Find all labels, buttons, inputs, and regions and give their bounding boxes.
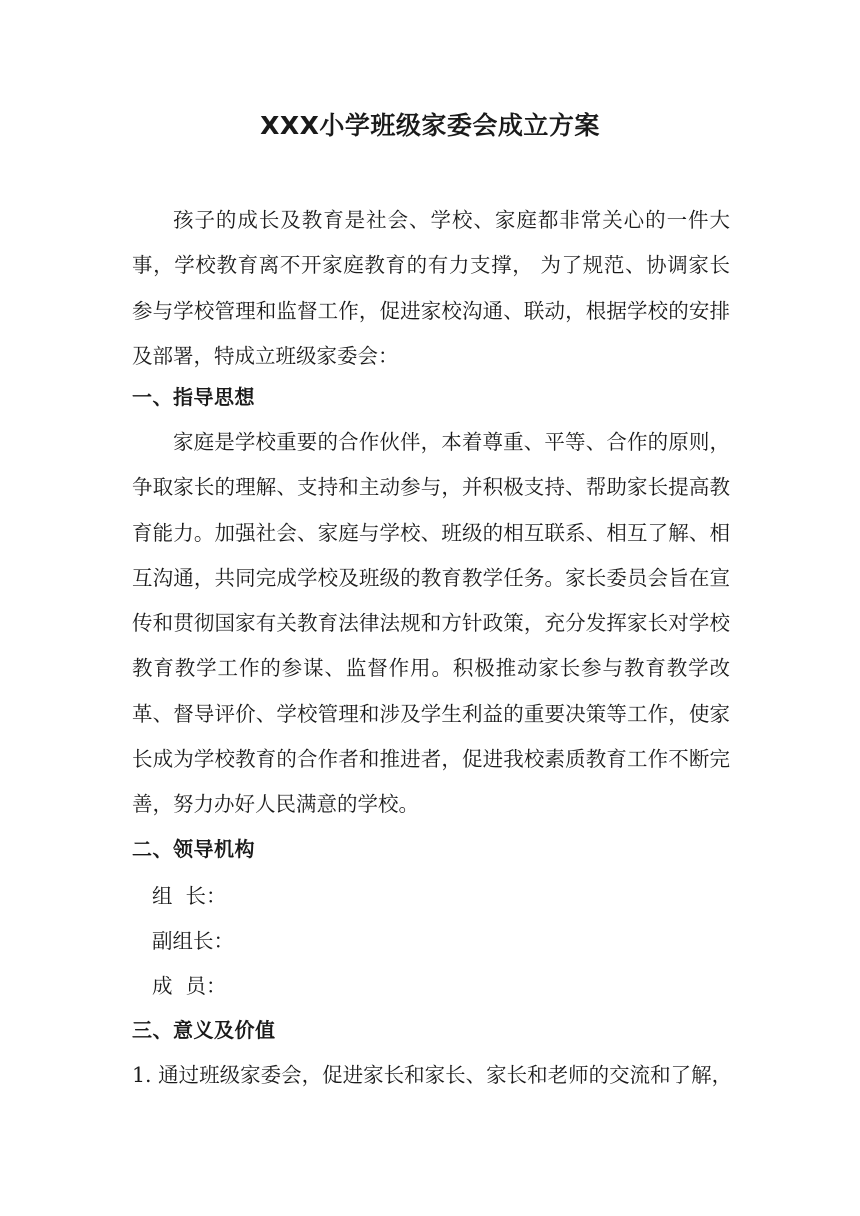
leadership-group-leader: 组 长： (152, 884, 227, 908)
guiding-thought-paragraph: 家庭是学校重要的合作伙伴，本着尊重、平等、合作的原则，争取家长的理解、支持和主动参与，并积极支持、帮助家长提高教育能力。加强社会、家庭与学校、班级的相互联系、相互了解、相互沟通，共同完成学校及班级的教育教学任务。家长委员会旨在宣传和贯彻国家有关教育法律法规和方针政策，充分发挥家长对学校教育教学工作的参谋、监督作用。积极推动家长参与教育教学改革、督导评价、学校管理和涉及学生利益的重要决策等工作，使家长成为学校教育的合作者和推进者，促进我校素质教育工作不断完善，努力办好人民满意的学校。 (132, 430, 730, 817)
section-heading-guiding-thought: 一、指导思想 (132, 385, 255, 409)
intro-paragraph: 孩子的成长及教育是社会、学校、家庭都非常关心的一件大事，学校教育离不开家庭教育的有力支撑， 为了规范、协调家长参与学校管理和监督工作，促进家校沟通、联动，根据学校的安排及部署，特成立班级家委会： (132, 208, 730, 368)
significance-item-1: 1. 通过班级家委会，促进家长和家长、家长和老师的交流和了解， (132, 1063, 733, 1087)
leadership-members: 成 员： (152, 974, 227, 998)
section-heading-leadership: 二、领导机构 (132, 837, 255, 861)
section-heading-significance: 三、意义及价值 (132, 1018, 276, 1042)
guiding-thought-block (132, 420, 730, 828)
intro-paragraph-block (132, 198, 730, 379)
document-title: XXX小学班级家委会成立方案 (260, 111, 600, 140)
leadership-deputy-leader: 副组长： (152, 929, 234, 953)
